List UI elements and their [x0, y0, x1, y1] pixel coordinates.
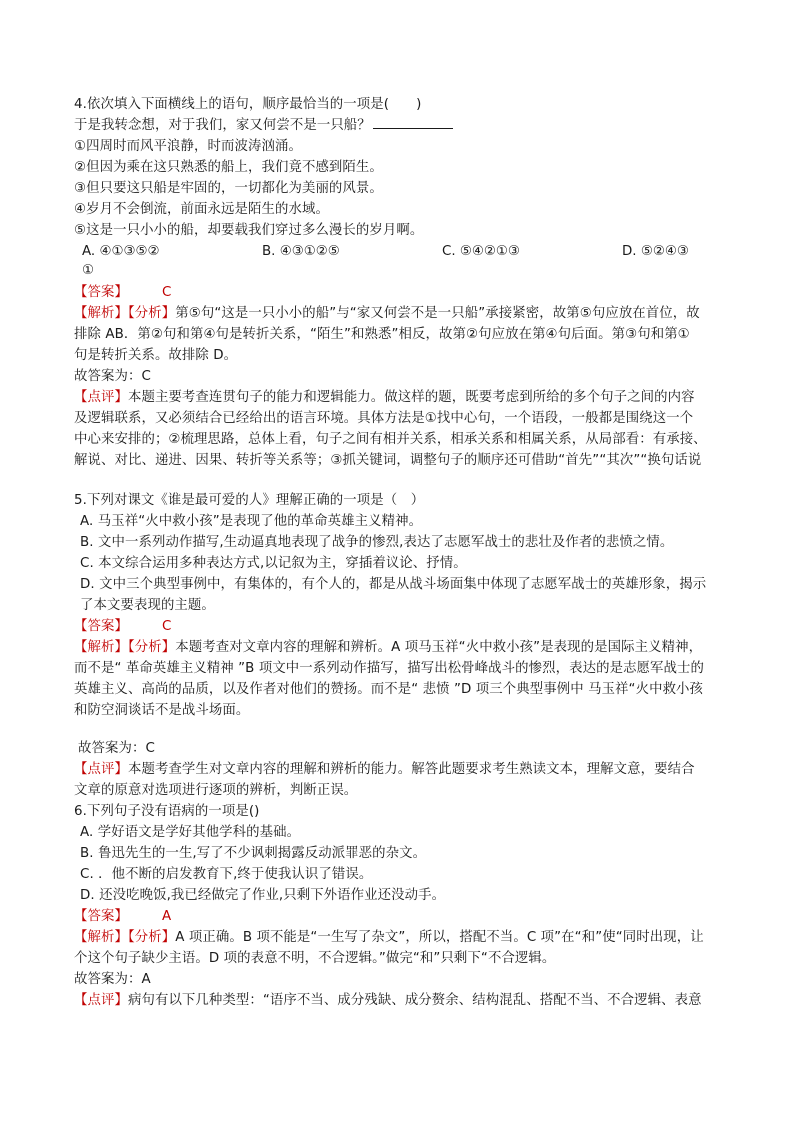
- comment-label: 【点评】: [74, 762, 128, 777]
- q6-analysis-line-1: 【解析】【分析】A 项正确。B 项不能是“一生写了杂文”，所以，搭配不当。C 项”在“和”使“同时出现，让: [74, 930, 704, 945]
- q5-analysis-line-1: 【解析】【分析】本题考查对文章内容的理解和辨析。A 项马玉祥“火中救小孩”是表现的是国际主义精神，: [74, 640, 703, 655]
- answer-label: 【答案】: [74, 909, 128, 924]
- q6-analysis-line-2: 个这个句子缺少主语。D 项的表意不明，不合逻辑。”做完“和”只剩下“不合逻辑。: [74, 951, 556, 966]
- q4-sentence-1: ①四周时而风平浪静，时而波涛汹涌。: [74, 139, 302, 154]
- q5-analysis-line-4: 和防空洞谈话不是战斗场面。: [74, 703, 250, 718]
- q5-comment-line-1: 【点评】本题考查学生对文章内容的理解和辨析的能力。解答此题要求考生熟读文本，理解文意，要结合: [74, 762, 695, 777]
- q4-sentence-5: ⑤这是一只小小的船，却要载我们穿过多么漫长的岁月啊。: [74, 223, 424, 238]
- q4-option-d: D. ⑤②④③: [622, 244, 689, 259]
- q6-comment-line-1: 【点评】病句有以下几种类型：“语序不当、成分残缺、成分赘余、结构混乱、搭配不当、不合逻辑、表意: [74, 993, 702, 1008]
- analysis-label: 【解析】【分析】: [74, 930, 176, 945]
- q4-option-c: C. ⑤④②①③: [442, 244, 520, 259]
- answer-label: 【答案】: [74, 619, 128, 634]
- q6-answer: [74, 907, 172, 927]
- q4-comment-line-1: 【点评】本题主要考查连贯句子的能力和逻辑能力。做这样的题，既要考虑到所给的多个句子之间的内容: [74, 390, 695, 405]
- answer-value: C: [162, 619, 172, 634]
- q4-conclusion: 故答案为：C: [74, 369, 151, 384]
- q5-analysis-line-2: 而不是“ 革命英雄主义精神 ”B 项文中一系列动作描写，描写出松骨峰战斗的惨烈，表达的是志愿军战士的: [74, 661, 705, 676]
- q6-option-b: B. 鲁迅先生的一生,写了不少讽刺揭露反动派罪恶的杂文。: [80, 846, 427, 861]
- q4-stem: 4.依次填入下面横线上的语句，顺序最恰当的一项是( ): [74, 97, 422, 112]
- q4-comment-line-3: 中心来安排的；②梳理思路，总体上看，句子之间有相并关系，相承关系和相属关系，从局部看：有承接、: [74, 432, 707, 447]
- q6-option-a: A. 学好语文是学好其他学科的基础。: [80, 825, 301, 840]
- fill-blank-line: [373, 116, 453, 129]
- q4-option-b: B. ④③①②⑤: [262, 244, 340, 259]
- analysis-label: 【解析】【分析】: [74, 640, 176, 655]
- q5-stem: 5.下列对课文《谁是最可爱的人》理解正确的一项是（ ）: [74, 493, 425, 508]
- q4-sentence-4: ④岁月不会倒流，前面永远是陌生的水域。: [74, 202, 329, 217]
- q6-option-c: C. ．他不断的启发教育下,终于使我认识了错误。: [80, 867, 373, 882]
- q4-comment-line-2: 及逻辑联系，又必须结合已经给出的语言环境。具体方法是①找中心句，一个语段，一般都是围绕这一个: [74, 411, 694, 426]
- q4-lead: 于是我转念想，对于我们，家又何尝不是一只船？: [74, 116, 453, 136]
- q6-conclusion: 故答案为：A: [74, 972, 151, 987]
- q4-sentence-2: ②但因为乘在这只熟悉的船上，我们竟不感到陌生。: [74, 160, 383, 175]
- q4-sentence-3: ③但只要这只船是牢固的，一切都化为美丽的风景。: [74, 181, 383, 196]
- q5-option-c: C. 本文综合运用多种表达方式,以记叙为主，穿插着议论、抒情。: [80, 556, 467, 571]
- q4-analysis-line-3: 句是转折关系。故排除 D。: [74, 348, 238, 363]
- q4-option-d-wrap: ①: [82, 263, 95, 278]
- answer-value: C: [162, 285, 172, 300]
- q6-stem: 6.下列句子没有语病的一项是(): [74, 804, 260, 819]
- q5-comment-line-2: 文章的原意对选项进行逐项的辨析，判断正误。: [74, 783, 358, 798]
- q6-option-d: D. 还没吃晚饭,我已经做完了作业,只剩下外语作业还没动手。: [80, 888, 446, 903]
- q5-option-b: B. 文中一系列动作描写,生动逼真地表现了战争的惨烈,表达了志愿军战士的悲壮及作者的悲愤之情。: [80, 535, 674, 550]
- q5-option-d-wrap: 了本文要表现的主题。: [80, 598, 215, 613]
- q5-analysis-line-3: 英雄主义、高尚的品质，以及作者对他们的赞扬。而不是“ 悲愤 ”D 项三个典型事例中 马玉祥“火中救小孩: [74, 682, 704, 697]
- q4-option-a: A. ④①③⑤②: [82, 244, 160, 259]
- comment-label: 【点评】: [74, 993, 128, 1008]
- comment-label: 【点评】: [74, 390, 128, 405]
- q4-comment-line-4: 解说、对比、递进、因果、转折等关系等；③抓关键词，调整句子的顺序还可借助“首先”“其次”“换句话说: [74, 453, 702, 468]
- analysis-label: 【解析】【分析】: [74, 306, 176, 321]
- q5-conclusion: 故答案为：C: [78, 741, 155, 756]
- answer-label: 【答案】: [74, 285, 128, 300]
- q5-option-a: A. 马玉祥“火中救小孩”是表现了他的革命英雄主义精神。: [80, 514, 423, 529]
- q4-analysis-line-2: 排除 AB．第②句和第④句是转折关系，“陌生”和熟悉”相反，故第②句应放在第④句后面。第③句和第①: [74, 327, 690, 342]
- q4-analysis-line-1: 【解析】【分析】第⑤句“这是一只小小的船”与“家又何尝不是一只船”承接紧密，故第⑤句应放在首位，故: [74, 306, 700, 321]
- answer-value: A: [162, 909, 172, 924]
- q5-answer: [74, 617, 172, 637]
- q4-answer: [74, 283, 172, 303]
- q5-option-d: D. 文中三个典型事例中，有集体的，有个人的，都是从战斗场面集中体现了志愿军战士的英雄形象，揭示: [80, 577, 707, 592]
